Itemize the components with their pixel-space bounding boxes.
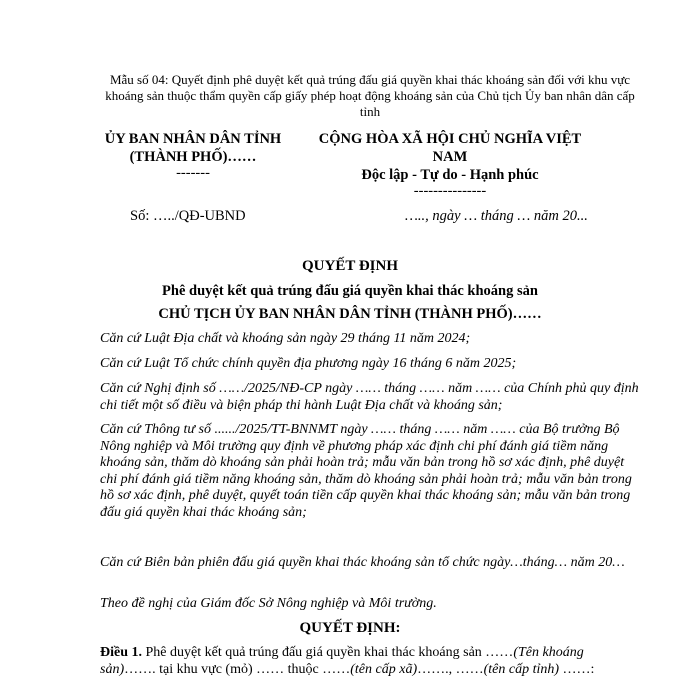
legal-basis-item: Căn cứ Biên bản phiên đấu giá quyền khai thác khoáng sản tổ chức ngày…tháng… năm 20… xyxy=(100,555,625,570)
national-motto xyxy=(300,130,600,198)
authority-name: ỦY BAN NHÂN DÂN TỈNH xyxy=(104,131,282,147)
legal-basis-item: Căn cứ Nghị định số ……/2025/NĐ-CP ngày …… tháng …… năm …… của Chính phủ quy định chi tiết một số điều và biện pháp thi hành Luật Địa chất và khoáng sản; xyxy=(100,381,639,413)
article-text: ……. tại khu vực (mỏ) …… thuộc …… xyxy=(124,661,351,677)
country-name: CỘNG HÒA XÃ HỘI CHỦ NGHĨA VIỆT NAM xyxy=(318,131,582,165)
document-title: QUYẾT ĐỊNH xyxy=(302,258,398,274)
decision-date: ….., ngày … tháng … năm 20... xyxy=(405,208,588,224)
article-placeholder: (tên cấp xã) xyxy=(350,661,418,677)
legal-basis-item: Căn cứ Luật Tổ chức chính quyền địa phương ngày 16 tháng 6 năm 2025; xyxy=(100,356,517,371)
article-label: Điều 1. xyxy=(100,645,142,660)
authority-divider: ------- xyxy=(176,165,210,181)
decision-heading: QUYẾT ĐỊNH: xyxy=(299,620,401,636)
article-placeholder: (Tên khoáng sản) xyxy=(100,645,584,677)
authority-city: (THÀNH PHỐ)…… xyxy=(129,149,257,165)
issuer-title: CHỦ TỊCH ỦY BAN NHÂN DÂN TỈNH (THÀNH PHỐ)…… xyxy=(158,306,542,322)
legal-basis-item: Căn cứ Luật Địa chất và khoáng sản ngày 29 tháng 11 năm 2024; xyxy=(100,331,471,346)
article-text: Phê duyệt kết quả trúng đấu giá quyền khai thác khoáng sản …… xyxy=(142,645,514,660)
template-intro: Mẫu số 04: Quyết định phê duyệt kết quả trúng đấu giá quyền khai thác khoáng sản đối với khu vực khoáng sản thuộc thẩm quyền cấp giấy phép hoạt động khoáng sản của Chủ tịch Ủy ban nhân dân cấp tỉnh xyxy=(105,72,635,119)
article-placeholder: (tên cấp tỉnh) xyxy=(483,661,560,677)
decision-number: Số: …../QĐ-UBND xyxy=(130,208,246,224)
document-subtitle: Phê duyệt kết quả trúng đấu giá quyền khai thác khoáng sản xyxy=(162,283,538,299)
motto: Độc lập - Tự do - Hạnh phúc xyxy=(361,167,539,183)
legal-basis-item: Theo đề nghị của Giám đốc Sở Nông nghiệp và Môi trường. xyxy=(100,596,437,611)
article-text: ……: xyxy=(559,661,595,677)
legal-basis-item: Căn cứ Thông tư số ....../2025/TT-BNNMT ngày …… tháng …… năm …… của Bộ trưởng Bộ Nông nghiệp và Môi trường quy định về phương pháp xác định chi phí đánh giá tiềm năng khoáng sản, thăm dò khoáng sản phải hoàn trả; mẫu văn bản trong hồ sơ xác định, phê duyệt chi phí đánh giá tiềm năng khoáng sản, thăm dò khoáng sản phải hoàn trả; mẫu văn bản trong hồ sơ xác định, phê duyệt, quyết toán tiền cấp quyền khai thác khoáng sản; mẫu văn bản trong đấu giá quyền khai thác khoáng sản; xyxy=(100,422,632,520)
article-text: ……., …… xyxy=(417,661,484,677)
motto-divider: --------------- xyxy=(413,183,487,199)
issuing-authority xyxy=(104,130,282,180)
article-1 xyxy=(100,645,640,678)
